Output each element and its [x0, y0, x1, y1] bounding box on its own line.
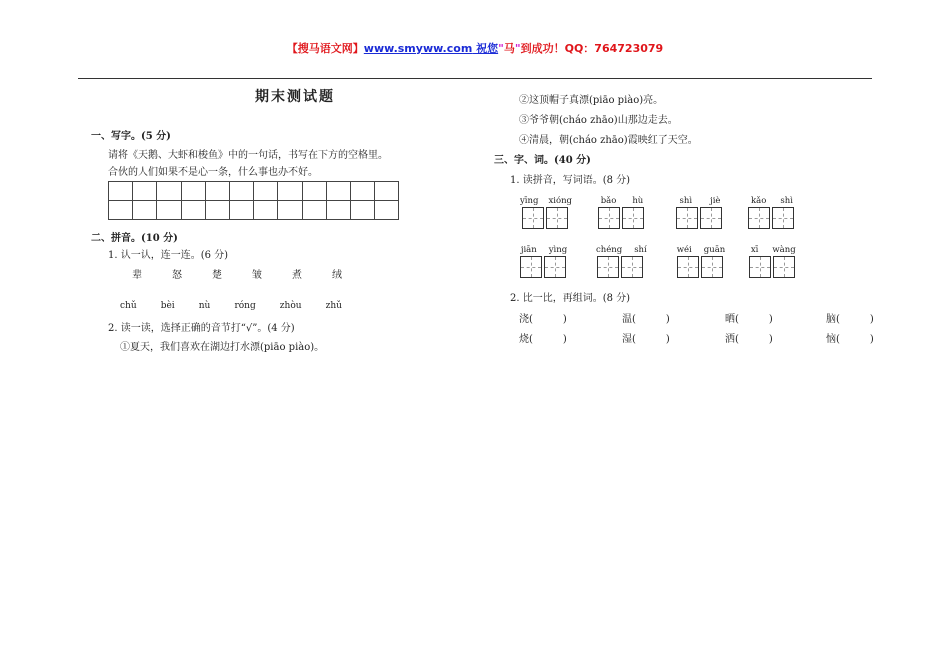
match-pinyin-item[interactable]: zhòu	[279, 301, 302, 311]
tian-cell[interactable]	[748, 207, 770, 229]
match-char[interactable]: 怒	[172, 270, 182, 281]
writing-grid[interactable]	[108, 181, 399, 220]
pinyin-word-box	[749, 244, 797, 278]
tian-cell[interactable]	[544, 256, 566, 278]
match-pinyin-item[interactable]: chǔ	[120, 301, 137, 311]
banner-url-link[interactable]: www.smyww.com	[363, 42, 473, 55]
tian-cell[interactable]	[773, 256, 795, 278]
pinyin-syllable: shì	[679, 196, 693, 206]
page-title: 期末测试题	[255, 89, 335, 105]
section-1-instruction: 请将《天鹅、大虾和梭鱼》中的一句话，书写在下方的空格里。	[108, 150, 388, 161]
pinyin-syllable: chéng	[596, 245, 623, 255]
match-char[interactable]: 皱	[252, 270, 262, 281]
match-pinyin-item[interactable]: zhǔ	[325, 301, 342, 311]
pinyin-syllable: wéi	[676, 245, 692, 255]
pinyin-choice-item-1[interactable]: ①夏天，我们喜欢在湖边打水漂(piāo piào)。	[120, 342, 325, 353]
pinyin-word-box	[598, 195, 646, 229]
compare-item[interactable]: 洒( )	[725, 334, 773, 345]
match-pinyin-item[interactable]: bèi	[160, 301, 175, 311]
pinyin-syllable: kǎo	[751, 196, 767, 206]
tian-cell[interactable]	[520, 256, 542, 278]
pinyin-syllable: xióng	[548, 196, 572, 206]
match-char[interactable]: 煮	[292, 270, 302, 281]
pinyin-word-box	[520, 244, 568, 278]
banner-quote-close: "	[514, 42, 521, 55]
compare-item[interactable]: 温( )	[622, 314, 670, 325]
pinyin-word-box	[748, 195, 796, 229]
compare-item[interactable]: 脑( )	[826, 314, 874, 325]
compare-item[interactable]: 烧( )	[519, 334, 567, 345]
match-pinyin-item[interactable]: róng	[234, 301, 256, 311]
section-3-heading: 三、字、词。(40 分)	[494, 155, 591, 166]
section-3-q1: 1. 读拼音，写词语。(8 分)	[510, 175, 631, 186]
tian-cell[interactable]	[621, 256, 643, 278]
banner-wish-qq: 到成功！QQ：764723079	[520, 42, 664, 55]
pinyin-syllable: yìng	[548, 245, 568, 255]
compare-item[interactable]: 晒( )	[725, 314, 773, 325]
word-row-1	[520, 195, 796, 229]
section-2-heading: 二、拼音。(10 分)	[91, 233, 178, 244]
pinyin-syllable: shí	[634, 245, 647, 255]
pinyin-word-box	[676, 195, 724, 229]
match-char[interactable]: 辈	[132, 270, 142, 281]
tian-cell[interactable]	[522, 207, 544, 229]
match-char[interactable]: 楚	[212, 270, 222, 281]
compare-item[interactable]: 浇( )	[519, 314, 567, 325]
match-pinyin-item[interactable]: nù	[198, 301, 211, 311]
tian-cell[interactable]	[700, 207, 722, 229]
pinyin-word-box	[520, 195, 572, 229]
word-row-2	[520, 244, 797, 278]
match-pinyin	[120, 301, 342, 311]
compare-item[interactable]: 湿( )	[622, 334, 670, 345]
section-3-q2: 2. 比一比，再组词。(8 分)	[510, 293, 631, 304]
tian-cell[interactable]	[598, 207, 620, 229]
tian-cell[interactable]	[749, 256, 771, 278]
section-2-q2: 2. 读一读，选择正确的音节打“√”。(4 分)	[108, 323, 295, 334]
pinyin-syllable: yīng	[520, 196, 539, 206]
banner-site-name: 【搜马语文网】	[286, 42, 364, 55]
tian-cell[interactable]	[597, 256, 619, 278]
banner-quote-open: "	[498, 42, 504, 55]
pinyin-syllable: hù	[632, 196, 644, 206]
pinyin-choice-item-3[interactable]: ③爷爷朝(cháo zhāo)山那边走去。	[519, 115, 678, 126]
tian-cell[interactable]	[772, 207, 794, 229]
pinyin-syllable: shì	[780, 196, 793, 206]
pinyin-syllable: jiè	[710, 196, 721, 206]
banner-horse: 马	[503, 42, 515, 55]
pinyin-word-box	[596, 244, 647, 278]
tian-cell[interactable]	[701, 256, 723, 278]
match-characters	[132, 266, 342, 281]
pinyin-syllable: wàng	[772, 245, 796, 255]
section-1-sentence: 合伙的人们如果不是心一条，什么事也办不好。	[108, 167, 318, 178]
tian-cell[interactable]	[546, 207, 568, 229]
match-char[interactable]: 绒	[332, 270, 342, 281]
pinyin-syllable: xī	[750, 245, 759, 255]
pinyin-syllable: jiān	[520, 245, 537, 255]
tian-cell[interactable]	[677, 256, 699, 278]
header-divider	[78, 78, 872, 79]
pinyin-choice-item-4[interactable]: ④清晨，朝(cháo zhāo)霞映红了天空。	[519, 135, 698, 146]
section-2-q1: 1. 认一认，连一连。(6 分)	[108, 250, 229, 261]
pinyin-syllable: bǎo	[600, 196, 617, 206]
tian-cell[interactable]	[622, 207, 644, 229]
pinyin-syllable: guān	[703, 245, 726, 255]
compare-item[interactable]: 恼( )	[826, 334, 874, 345]
pinyin-word-box	[677, 244, 726, 278]
tian-cell[interactable]	[676, 207, 698, 229]
site-banner	[0, 40, 950, 56]
section-1-heading: 一、写字。(5 分)	[91, 131, 171, 142]
pinyin-choice-item-2[interactable]: ②这顶帽子真漂(piāo piào)亮。	[519, 95, 664, 106]
banner-wish: 祝您	[472, 42, 499, 55]
